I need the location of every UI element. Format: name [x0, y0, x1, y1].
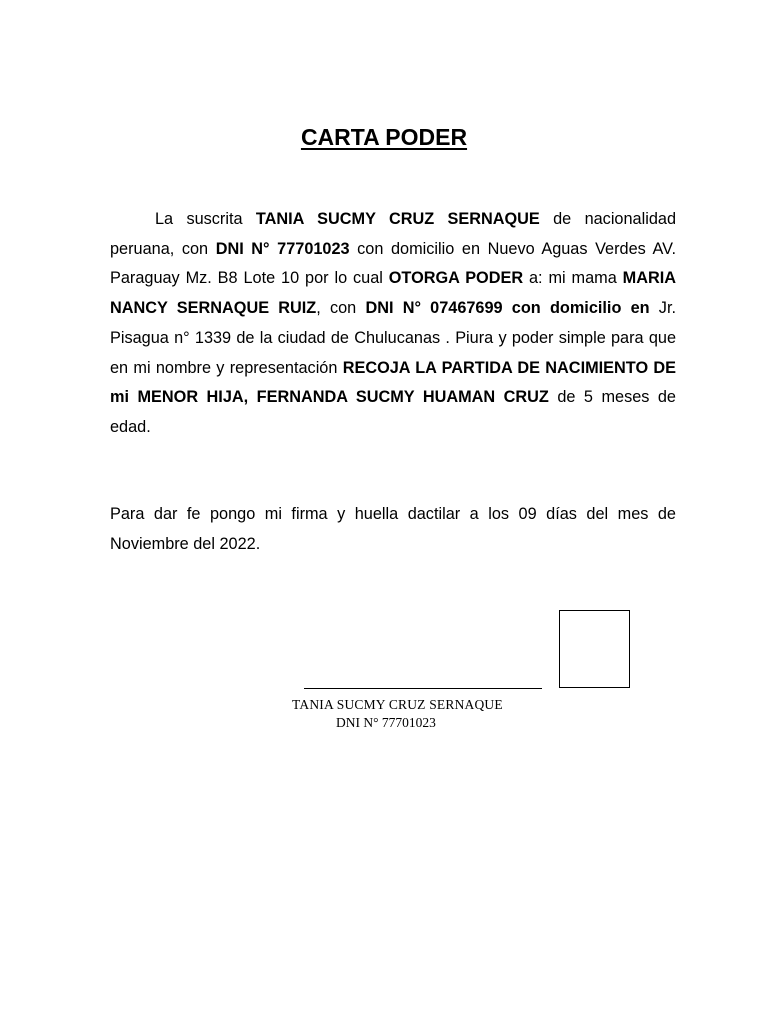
fingerprint-box	[559, 610, 630, 688]
signatory-dni: DNI N° 77701023	[336, 715, 436, 730]
grant-phrase: OTORGA PODER	[388, 269, 524, 288]
attorney-name: MARIA NANCY SERNAQUE RUIZ	[110, 269, 676, 318]
text-segment: de 5 meses de edad.	[110, 388, 676, 436]
grantor-name: TANIA SUCMY CRUZ SERNAQUE	[255, 210, 540, 228]
signatory-name: TANIA SUCMY CRUZ SERNAQUE	[292, 697, 503, 712]
text-segment: con domicilio en Nuevo Aguas Verdes AV. Paraguay Mz. B8 Lote 10 por lo cual	[110, 239, 676, 288]
text-segment: Jr. Pisagua n° 1339 de la ciudad de Chulucanas . Piura y poder simple para que en mi nombre y representación	[110, 299, 676, 377]
text-segment: , con	[316, 299, 366, 318]
grantor-dni: DNI N° 77701023	[215, 239, 350, 258]
main-paragraph	[110, 205, 676, 443]
closing-paragraph: Para dar fe pongo mi firma y huella dactilar a los 09 días del mes de Noviembre del 2022.	[110, 505, 676, 553]
signature-line	[304, 688, 542, 689]
purpose-text: RECOJA LA PARTIDA DE NACIMIENTO DE mi MENOR HIJA, FERNANDA SUCMY HUAMAN CRUZ	[110, 358, 676, 407]
attorney-dni: DNI N° 07467699 con domicilio en	[365, 299, 650, 318]
document-title: CARTA PODER	[300, 124, 468, 150]
text-segment: a: mi mama	[523, 269, 623, 288]
text-segment: La suscrita	[155, 210, 256, 228]
text-segment: de nacionalidad peruana, con	[110, 210, 676, 258]
